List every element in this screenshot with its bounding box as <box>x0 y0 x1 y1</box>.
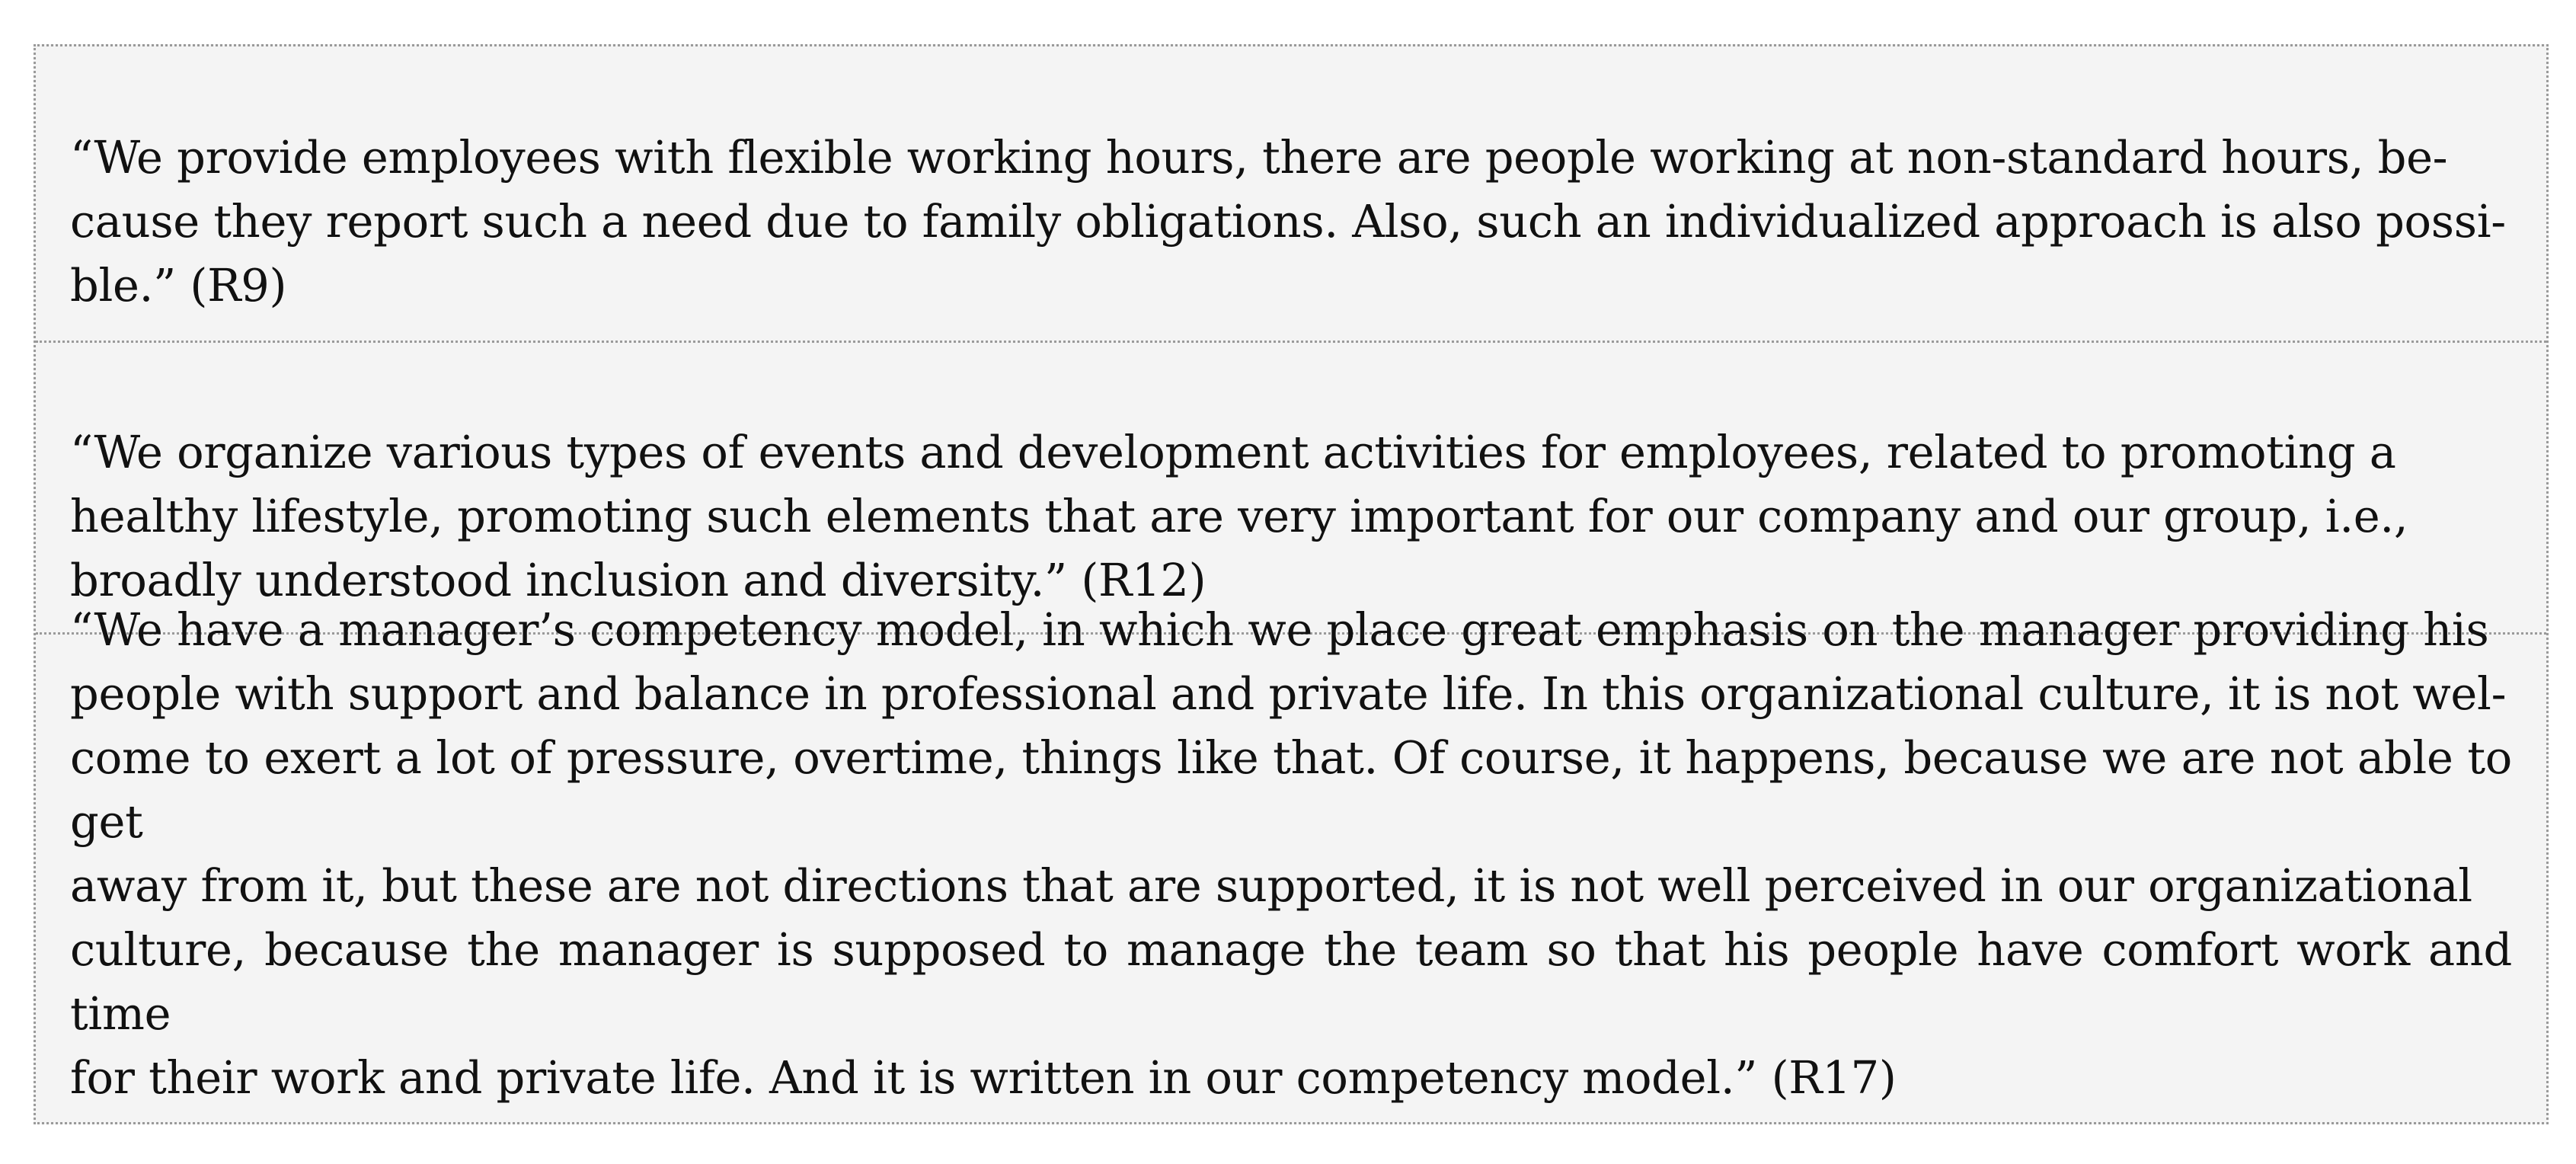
quote-text <box>70 421 2512 612</box>
quote-line: “We organize various types of events and development activities for employees, related to promoting a <box>70 426 2396 478</box>
quote-text <box>70 126 2512 318</box>
quote-line: healthy lifestyle, promoting such elements that are very important for our company and our group, i.e., <box>70 490 2408 542</box>
quote-line: cause they report such a need due to family obligations. Also, such an individualized approach is also possi- <box>70 195 2506 248</box>
quote-line: away from it, but these are not directions that are supported, it is not well perceived in our organizational <box>70 859 2472 912</box>
quote-line: “We provide employees with flexible working hours, there are people working at non-standard hours, be- <box>70 131 2448 184</box>
quote-line: broadly understood inclusion and diversity.” (R12) <box>70 554 1207 606</box>
quote-line: come to exert a lot of pressure, overtime, things like that. Of course, it happens, because we are not able to get <box>70 731 2512 848</box>
quote-line: ble.” (R9) <box>70 259 287 312</box>
quote-table <box>34 44 2549 1124</box>
quote-row-r9 <box>36 46 2546 343</box>
quote-row-r17 <box>36 603 2546 1122</box>
quote-line: for their work and private life. And it is written in our competency model.” (R17) <box>70 1051 1897 1104</box>
quote-line: culture, because the manager is supposed to manage the team so that his people have comfort work and time <box>70 923 2512 1040</box>
quote-line: “We have a manager’s competency model, in which we place great emphasis on the manager providing his <box>70 603 2489 656</box>
quote-line: people with support and balance in professional and private life. In this organizational culture, it is not wel- <box>70 667 2507 720</box>
quote-text <box>70 598 2512 1110</box>
quote-row-r12 <box>36 343 2546 635</box>
